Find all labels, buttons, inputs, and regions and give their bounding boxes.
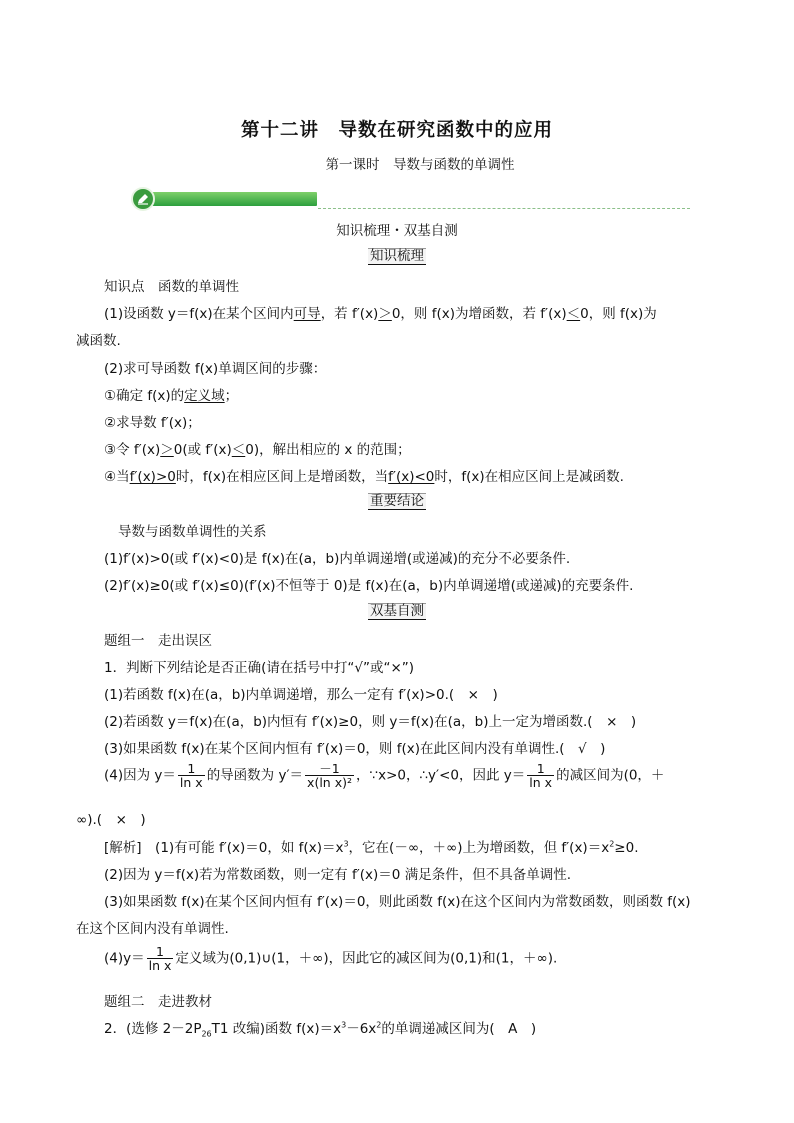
fraction-denominator: ln x bbox=[179, 775, 203, 790]
text: 的单调递减区间为( A ) bbox=[381, 1021, 537, 1037]
blank-answer: f′(x)>0 bbox=[129, 469, 176, 485]
analysis-label: [解析] bbox=[104, 840, 142, 856]
text: ； bbox=[224, 388, 239, 404]
fraction-denominator: ln x bbox=[529, 775, 553, 790]
text: 时，f(x)在相应区间上是减函数. bbox=[434, 469, 624, 485]
page-subtitle: 第一课时 导数与函数的单调性 bbox=[325, 157, 515, 173]
step-4 bbox=[104, 465, 624, 485]
fraction bbox=[178, 762, 205, 789]
text: 2．(选修 2－2P bbox=[104, 1021, 202, 1037]
boxed-label-selftest: 双基自测 bbox=[370, 603, 424, 619]
text: (1)设函数 y＝f(x)在某个区间内 bbox=[104, 306, 294, 322]
blank-answer: ＞ bbox=[160, 442, 174, 458]
analysis-4 bbox=[104, 945, 557, 972]
blank-answer: 定义域 bbox=[184, 388, 225, 404]
question-1-item-2: (2)若函数 y＝f(x)在(a，b)内恒有 f′(x)≥0，则 y＝f(x)在(a，b)上一定为增函数.( × ) bbox=[104, 714, 637, 730]
paragraph-1 bbox=[104, 302, 657, 322]
relation-2: (2)f′(x)≥0(或 f′(x)≤0)(f′(x)不恒等于 0)是 f(x)在(a，b)内单调递增(或递减)的充要条件. bbox=[104, 578, 634, 594]
step-2: ②求导数 f′(x)； bbox=[104, 415, 201, 431]
superscript: 2 bbox=[376, 1020, 382, 1030]
text: 的导函数为 y′＝ bbox=[206, 767, 304, 784]
text: (4)因为 y＝ bbox=[104, 767, 176, 784]
text: (4)y＝ bbox=[104, 950, 145, 967]
text: 定义域为(0,1)∪(1，＋∞)，因此它的减区间为(0,1)和(1，＋∞). bbox=[175, 950, 558, 967]
step-3 bbox=[104, 438, 411, 458]
fraction bbox=[147, 945, 174, 972]
text: ，它在(－∞，＋∞)上为增函数，但 f′(x)＝x bbox=[348, 840, 610, 856]
fraction-denominator: ln x bbox=[148, 958, 172, 973]
superscript: 2 bbox=[609, 839, 615, 849]
text: 0)，解出相应的 x 的范围； bbox=[245, 442, 411, 458]
analysis-3: (3)如果函数 f(x)在某个区间内恒有 f′(x)＝0，则此函数 f(x)在这个区间内为常数函数，则函数 f(x) bbox=[104, 894, 691, 910]
text: ③令 f′(x) bbox=[104, 442, 161, 458]
analysis-2: (2)因为 y＝f(x)若为常数函数，则一定有 f′(x)＝0 满足条件，但不具备单调性. bbox=[104, 867, 571, 883]
text: －6x bbox=[346, 1021, 377, 1037]
question-1-item-4 bbox=[104, 762, 664, 789]
text: ≥0. bbox=[614, 840, 639, 856]
text: ，若 f′(x) bbox=[320, 306, 379, 322]
text: ，∵x>0，∴y′<0，因此 y＝ bbox=[355, 767, 526, 784]
text: 的减区间为(0，＋ bbox=[556, 767, 665, 784]
fraction-numerator: 1 bbox=[178, 762, 205, 776]
text: 0(或 f′(x) bbox=[173, 442, 232, 458]
question-1: 1．判断下列结论是否正确(请在括号中打“√”或“×”) bbox=[104, 660, 415, 676]
analysis-3-cont: 在这个区间内没有单调性. bbox=[76, 921, 229, 937]
question-2 bbox=[104, 1017, 536, 1039]
analysis-1 bbox=[104, 836, 639, 856]
section-banner bbox=[131, 187, 317, 209]
step-1 bbox=[104, 384, 238, 404]
text: 时，f(x)在相应区间上是增函数，当 bbox=[175, 469, 389, 485]
question-1-item-3: (3)如果函数 f(x)在某个区间内恒有 f′(x)＝0，则 f(x)在此区间内没有单调性.( √ ) bbox=[104, 741, 606, 757]
boxed-label-knowledge: 知识梳理 bbox=[370, 248, 424, 264]
pencil-icon bbox=[131, 187, 155, 211]
fraction bbox=[527, 762, 554, 789]
banner-bar bbox=[137, 192, 317, 206]
group-1-title: 题组一 走出误区 bbox=[104, 633, 212, 649]
text: 0，则 f(x)为 bbox=[580, 306, 657, 322]
blank-answer: ＞ bbox=[378, 306, 392, 322]
knowledge-point-title: 知识点 函数的单调性 bbox=[104, 279, 239, 295]
fraction-denominator: x(ln x)² bbox=[307, 775, 352, 790]
section-heading: 知识梳理・双基自测 bbox=[336, 223, 458, 239]
text: ①确定 f(x)的 bbox=[104, 388, 185, 404]
text: ④当 bbox=[104, 469, 130, 485]
fraction-numerator: 1 bbox=[527, 762, 554, 776]
question-1-item-1: (1)若函数 f(x)在(a，b)内单调递增，那么一定有 f′(x)>0.( × ) bbox=[104, 687, 498, 703]
boxed-label-conclusion: 重要结论 bbox=[370, 493, 424, 509]
text: 0，则 f(x)为增函数，若 f′(x) bbox=[391, 306, 567, 322]
paragraph-1-cont: 减函数. bbox=[76, 333, 121, 349]
fraction-numerator: 1 bbox=[147, 945, 174, 959]
fraction-numerator: －1 bbox=[305, 762, 354, 776]
question-1-item-4-cont: ∞).( × ) bbox=[76, 812, 146, 828]
blank-answer: 可导 bbox=[293, 306, 321, 322]
group-2-title: 题组二 走进教材 bbox=[104, 994, 212, 1010]
subscript: 26 bbox=[201, 1029, 212, 1039]
blank-answer: f′(x)<0 bbox=[388, 469, 435, 485]
dashed-divider bbox=[318, 208, 690, 209]
blank-answer: ＜ bbox=[566, 306, 581, 322]
superscript: 3 bbox=[341, 1020, 347, 1030]
blank-answer: ＜ bbox=[231, 442, 246, 458]
text: T1 改编)函数 f(x)＝x bbox=[211, 1021, 342, 1037]
paragraph-2: (2)求可导函数 f(x)单调区间的步骤： bbox=[104, 361, 327, 377]
relation-title: 导数与函数单调性的关系 bbox=[118, 524, 267, 540]
relation-1: (1)f′(x)>0(或 f′(x)<0)是 f(x)在(a，b)内单调递增(或递减)的充分不必要条件. bbox=[104, 551, 571, 567]
superscript: 3 bbox=[343, 839, 349, 849]
fraction bbox=[305, 762, 354, 789]
page-title: 第十二讲 导数在研究函数中的应用 bbox=[240, 120, 553, 141]
text: (1)有可能 f′(x)＝0，如 f(x)＝x bbox=[155, 840, 344, 856]
